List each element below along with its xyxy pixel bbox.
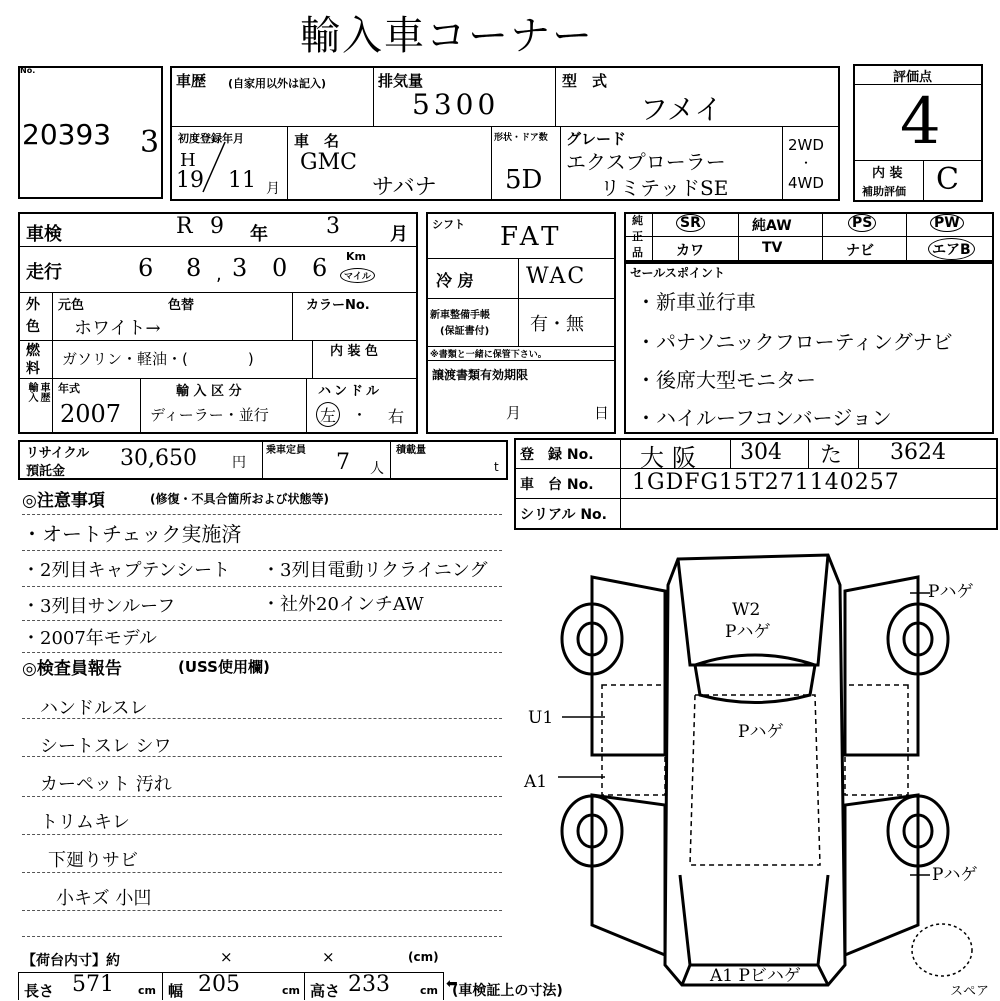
interior-label-2: 補助評価 (862, 185, 906, 198)
sales-point-1: ・新車並行車 (636, 290, 756, 314)
reg-kana: た (820, 443, 843, 468)
equip-side-1: 純 (632, 214, 643, 227)
serial-label: シリアル No. (520, 507, 607, 523)
note-5: ・社外20インチAW (262, 594, 424, 615)
first-reg-month: 11 (228, 168, 256, 193)
inspector-item-2: シートスレ シワ (40, 736, 172, 757)
first-reg-era: H (180, 150, 196, 171)
color-value: ホワイト→ (74, 318, 161, 339)
chassis-number: 1GDFG15T271140257 (632, 470, 900, 495)
cargo-len: 571 (72, 972, 114, 997)
car-maker: GMC (300, 150, 357, 175)
mileage-digit-5: 6 (312, 254, 328, 282)
mileage-comma: , (216, 264, 222, 285)
aircon-label: 冷 房 (436, 271, 474, 290)
import-label-1: 輸入 (26, 382, 37, 402)
color-orig-label: 元色 (58, 298, 85, 313)
import-year-label: 年式 (58, 382, 80, 395)
import-year: 2007 (60, 400, 122, 428)
handle-label: ハンドル (318, 384, 383, 399)
import-type: ディーラー・並行 (150, 406, 269, 424)
score-value: 4 (900, 85, 941, 159)
equip-side-2: 正 (632, 230, 643, 243)
inspector-item-3: カーペット 汚れ (40, 774, 172, 795)
color-label-2: 色 (26, 319, 40, 335)
score-label: 評価点 (893, 70, 933, 85)
transfer-day: 日 (594, 404, 610, 422)
inspector-item-4: トリムキレ (40, 812, 130, 833)
model-code-label: 型 式 (562, 72, 608, 90)
first-reg-slash (195, 140, 235, 195)
equip-aw: 純AW (752, 218, 792, 234)
equip-airbag: エアB (928, 238, 975, 260)
mark-a1: A1 (524, 772, 548, 792)
shaken-month-unit: 月 (390, 224, 408, 245)
interior-label-1: 内 装 (872, 166, 903, 181)
recycle-box (18, 440, 508, 480)
inspector-sub: (USS使用欄) (178, 658, 270, 676)
equip-ps: PS (848, 214, 876, 232)
grade-label: グレード (566, 130, 627, 148)
inspector-item-6: 小キズ 小凹 (56, 888, 152, 909)
mark-u1: U1 (528, 708, 554, 728)
note-1: ・オートチェック実施済 (22, 522, 242, 546)
grade-line1: エクスプローラー (566, 150, 726, 174)
shaken-month: 3 (326, 214, 340, 239)
cargo-note: (車検証上の寸法) (452, 983, 563, 999)
chassis-label: 車 台 No. (520, 477, 594, 493)
spare-label: スペア (950, 984, 990, 999)
capacity-unit: 人 (370, 461, 384, 477)
sales-point-2: ・パナソニックフローティングナビ (636, 330, 953, 354)
displacement-label: 排気量 (378, 72, 424, 90)
import-type-label: 輸 入 区 分 (176, 384, 242, 399)
notes-sub: (修復・不具合箇所および状態等) (150, 492, 329, 506)
inspector-item-1: ハンドルスレ (40, 698, 148, 719)
first-reg-month-unit: 月 (266, 181, 280, 197)
mileage-digit-4: 0 (272, 254, 288, 282)
shape-label: 形状・ドア数 (494, 133, 548, 143)
history-note: (自家用以外は記入) (228, 77, 327, 90)
mileage-digit-1: 6 (138, 254, 154, 282)
color-code-label: カラーNo. (306, 298, 370, 313)
spare-tire-icon (912, 924, 972, 976)
warranty-note: ※書類と一緒に保管下さい。 (430, 350, 547, 360)
drive-dot: ・ (800, 156, 813, 170)
equip-side-3: 品 (632, 246, 643, 259)
handle-dot: ・ (352, 406, 368, 424)
drive-2wd: 2WD (788, 136, 824, 154)
mileage-label: 走行 (26, 262, 62, 283)
note-2: ・2列目キャプテンシート (22, 560, 231, 581)
lot-number: 20393 (22, 118, 112, 151)
capacity-label: 乗車定員 (266, 445, 306, 456)
drive-4wd: 4WD (788, 174, 824, 192)
recycle-label-1: リサイクル (26, 446, 90, 461)
car-model: サバナ (372, 175, 437, 200)
sales-point-4: ・ハイルーフコンバージョン (636, 406, 892, 430)
grade-line2: リミテッドSE (600, 176, 729, 200)
recycle-value: 30,650 (120, 446, 197, 471)
recycle-unit: 円 (232, 455, 246, 471)
reg-label: 登 録 No. (520, 447, 594, 463)
mileage-unit: Km (346, 250, 366, 263)
equip-tv: TV (762, 240, 783, 256)
mileage-unit-2: マイル (340, 268, 375, 283)
mark-rear-bumper: A1 Pビハゲ (710, 966, 801, 986)
cargo-hgt: 233 (348, 972, 390, 997)
cargo-label: 【荷台内寸】約 (22, 953, 120, 969)
first-reg-year: 19 (176, 168, 204, 193)
mileage-digit-2: 8 (186, 254, 202, 282)
cargo-hgt-label: 高さ (310, 982, 341, 1000)
mark-right-front: Pハゲ (928, 582, 974, 602)
page-title: 輸入車コーナー (300, 13, 594, 59)
cargo-wid-label: 幅 (168, 982, 184, 1000)
mark-w2: W2 (732, 600, 761, 620)
capacity-value: 7 (336, 450, 350, 475)
equip-navi: ナビ (846, 243, 874, 259)
cargo-wid: 205 (198, 972, 240, 997)
fuel-label-2: 料 (26, 361, 40, 377)
load-label: 積載量 (396, 445, 426, 456)
equip-pw: PW (930, 214, 964, 232)
interior-color-label: 内 装 色 (330, 344, 379, 359)
shaken-era: R (176, 214, 193, 239)
note-6: ・2007年モデル (22, 628, 157, 649)
equip-leather: カワ (676, 243, 704, 259)
shape-value: 5D (505, 165, 543, 195)
cargo-hgt-cm: cm (420, 984, 438, 997)
reg-region: 大阪 (640, 444, 704, 472)
car-name-label: 車 名 (294, 132, 340, 150)
shaken-year: 9 (210, 214, 224, 239)
note-3: ・3列目電動リクライニング (262, 560, 488, 581)
mark-roof: Pハゲ (738, 722, 784, 742)
fuel-options: ガソリン・軽油・( ) (62, 350, 254, 368)
reg-number: 3624 (890, 440, 946, 465)
cargo-x-2: × (322, 948, 335, 966)
notes-title: ◎注意事項 (22, 491, 105, 511)
color-label-1: 外 (26, 297, 40, 313)
handle-right: 右 (388, 407, 405, 426)
cargo-len-cm: cm (138, 984, 156, 997)
cargo-len-label: 長さ (24, 982, 55, 1000)
transfer-month: 月 (506, 404, 522, 422)
car-damage-diagram (510, 545, 1000, 1000)
warranty-label-1: 新車整備手帳 (430, 310, 490, 321)
aircon-value: WAC (526, 264, 587, 289)
reg-class: 304 (740, 440, 782, 465)
sales-label: セールスポイント (630, 266, 725, 280)
mileage-digit-3: 3 (232, 254, 248, 282)
displacement-value: 5300 (412, 88, 500, 121)
fuel-label-1: 燃 (26, 343, 40, 359)
history-label: 車歴 (176, 72, 207, 90)
sales-point-3: ・後席大型モニター (636, 368, 816, 392)
color-change-label: 色替 (168, 298, 195, 313)
cargo-x-1: × (220, 948, 233, 966)
inspector-title: ◎検査員報告 (22, 659, 122, 679)
shift-label: シフト (432, 218, 465, 231)
handle-left: 左 (316, 402, 340, 427)
mark-hood: Pハゲ (725, 622, 771, 642)
shift-value: FAT (500, 222, 563, 252)
inspector-item-5: 下廻りサビ (48, 850, 138, 871)
note-4: ・3列目サンルーフ (22, 596, 176, 617)
cargo-unit: (cm) (408, 950, 439, 964)
interior-value: C (936, 162, 959, 197)
equip-sr: SR (676, 214, 705, 232)
warranty-value: 有・無 (530, 314, 584, 335)
lot-mark: 3 (140, 125, 160, 160)
cargo-wid-cm: cm (282, 984, 300, 997)
arrow-left-icon: ⬅ (446, 976, 458, 992)
first-reg-label: 初度登録年月 (178, 132, 244, 145)
import-label-2: 車歴 (38, 382, 49, 402)
warranty-label-2: (保証書付) (440, 326, 490, 337)
transfer-label: 譲渡書類有効期限 (432, 368, 529, 382)
lot-no-label: No. (20, 66, 36, 75)
recycle-label-2: 預託金 (26, 464, 66, 479)
model-code-value: フメイ (640, 93, 723, 126)
mark-right-rear: Pハゲ (932, 865, 978, 885)
shaken-label: 車検 (26, 224, 62, 245)
load-unit: t (494, 460, 499, 474)
shaken-year-unit: 年 (250, 224, 268, 245)
